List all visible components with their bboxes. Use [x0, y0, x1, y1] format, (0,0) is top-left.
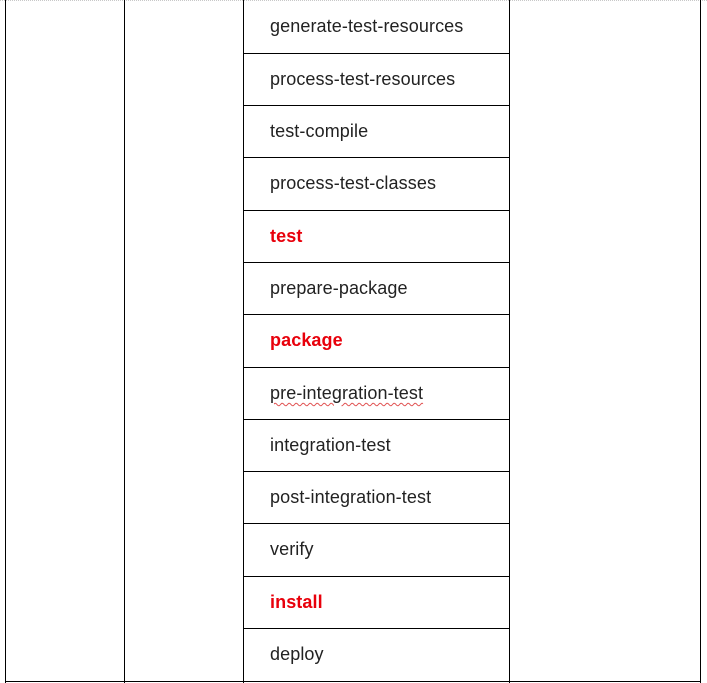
table-column-divider-1	[124, 0, 125, 683]
table-bottom-border	[5, 681, 701, 682]
phase-row-divider	[243, 628, 510, 629]
phase-row-divider	[243, 523, 510, 524]
phase-cell-pre-integration-test	[244, 368, 509, 419]
phase-row-divider	[243, 314, 510, 315]
phase-cell-generate-test-resources	[244, 1, 509, 52]
phase-cell-verify	[244, 524, 509, 575]
phase-cell-process-test-resources	[244, 54, 509, 105]
phase-label: test-compile	[270, 121, 369, 141]
phase-row-divider	[243, 53, 510, 54]
phase-cell-integration-test	[244, 420, 509, 471]
phase-label: process-test-resources	[270, 69, 456, 89]
phase-cell-test-compile	[244, 106, 509, 157]
phase-label: prepare-package	[270, 278, 408, 298]
phase-row-divider	[243, 210, 510, 211]
phase-label: process-test-classes	[270, 173, 437, 193]
phase-label: test	[270, 226, 303, 246]
phase-row-divider	[243, 576, 510, 577]
phase-row-divider	[243, 367, 510, 368]
phase-label: package	[270, 330, 343, 350]
phase-label: post-integration-test	[270, 487, 432, 507]
phase-cell-process-test-classes	[244, 158, 509, 209]
phase-cell-prepare-package	[244, 263, 509, 314]
phase-label: pre-integration-test	[270, 383, 424, 403]
table-column-divider-3	[509, 0, 510, 683]
phase-label: integration-test	[270, 435, 391, 455]
phase-row-divider	[243, 105, 510, 106]
phase-cell-test	[244, 211, 509, 262]
phase-cell-install	[244, 577, 509, 628]
phase-row-divider	[243, 471, 510, 472]
phase-cell-post-integration-test	[244, 472, 509, 523]
table-left-border	[5, 0, 6, 683]
phase-label: generate-test-resources	[270, 16, 464, 36]
phase-cell-deploy	[244, 629, 509, 680]
phase-cell-package	[244, 315, 509, 366]
phase-label: install	[270, 592, 323, 612]
phase-row-divider	[243, 262, 510, 263]
phase-row-divider	[243, 419, 510, 420]
phase-label: deploy	[270, 644, 324, 664]
phase-row-divider	[243, 157, 510, 158]
table-right-border	[700, 0, 701, 683]
phase-label: verify	[270, 539, 314, 559]
